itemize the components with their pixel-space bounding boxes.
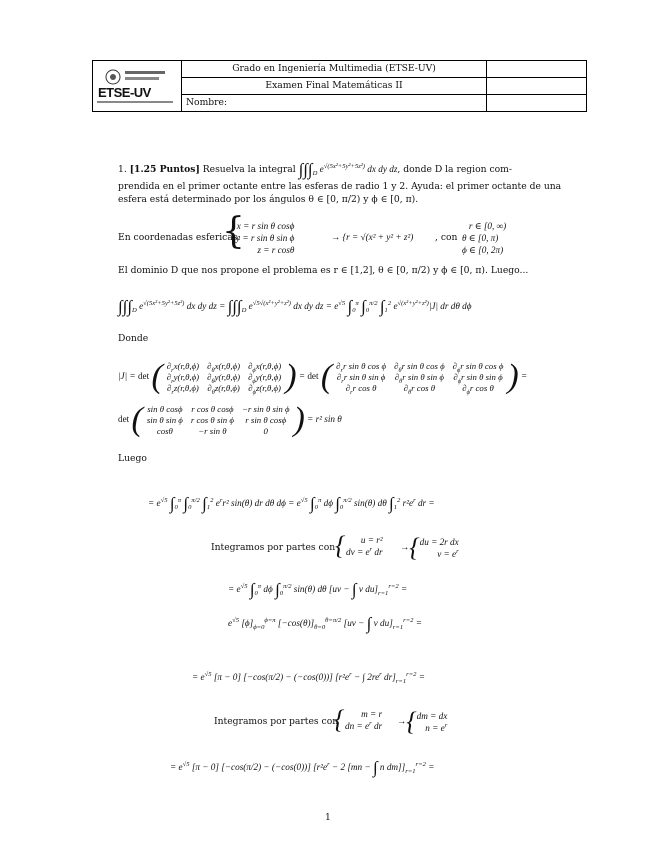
parts-sub-1: { bbox=[335, 531, 346, 560]
exam-title: Examen Final Matemáticas II bbox=[265, 80, 403, 91]
jacobian-line-2: det ( sin θ cosϕ r cos θ cosϕ −r sin θ sin ϕ sin θ sin ϕ r cos θ sin ϕ r sin θ cosϕ cosθ −r sin θ 0 ) = r² sin θ bbox=[118, 401, 342, 438]
degree-title: Grado en Ingeniería Multimedia (ETSE-UV) bbox=[232, 63, 436, 74]
problem-line-1 bbox=[118, 160, 512, 180]
domain-sentence: El dominio D que nos propone el problema es r ∈ [1,2], θ ∈ [0, π/2) y ϕ ∈ [0, π). Luego... bbox=[118, 265, 529, 276]
parts-uv-2: m = r dn = $e^r$ dr bbox=[345, 709, 383, 731]
statement-line-3: esfera está determinado por los ángulos θ ∈ [0, π/2) y ϕ ∈ [0, π). bbox=[118, 194, 419, 205]
coords-ranges: r ∈ [0, ∞) θ ∈ [0, π) ϕ ∈ [0, 2π) bbox=[462, 221, 507, 255]
step-2: = $e^{√5}$ $\int_0^\pi$ dϕ $\int_0^{\pi/2}$ sin(θ) dθ [uv − ∫ v $du]_{r=1}^{r=2}$ = bbox=[228, 580, 408, 599]
coords-label: En coordenadas esfericas: bbox=[118, 232, 241, 243]
luego-label: Luego bbox=[118, 453, 147, 464]
parts-result-1: →{du = 2r dx $v = e^r$ bbox=[400, 533, 459, 562]
page-number: 1 bbox=[325, 812, 331, 823]
problem-points: [1.25 Puntos] bbox=[129, 164, 200, 175]
coords-system: { bbox=[222, 211, 245, 252]
logo-text: ETSE-UV bbox=[98, 85, 151, 100]
coords-with: , con bbox=[435, 232, 458, 243]
parts-sub-2: { bbox=[334, 705, 345, 734]
step-3: $e^{√5}$ $[\phi]_{\phi=0}^{\phi=\pi}$ $[-\cos(\theta)]_{\theta=0}^{\theta=\pi/2}$ [uv − ∫ v $du]_{r=1}^{r=2}$ = bbox=[228, 614, 422, 633]
integral-transform: $\int\int\int_D$ $e^{√(5x^2+5y^2+5z^2)}$ dx dy dz = $\int\int\int_D$ $e^{√5√(x^2+y^2+z^2)}$ dx dy dz = $e^{√5}$ $\int_0^\pi$ $\int_0^{\pi/2}$ $\int_1^2$ $e^{√(x^2+y^2+z^2)}|J|$ dr dθ dϕ bbox=[118, 297, 472, 316]
name-box bbox=[485, 60, 587, 112]
parts-result-2: →{dm = dx $n = e^r$ bbox=[397, 707, 448, 736]
coords-radius: → {r = √(x² + y² + z²) bbox=[331, 232, 414, 242]
statement-b: , donde D la region com- bbox=[397, 164, 512, 175]
statement-integral: $\int\int\int_D$ $e^{√(5x^2+5y^2+5z^2)}$ dx dy dz bbox=[298, 160, 398, 179]
problem-number: 1. bbox=[118, 164, 127, 175]
name-label: Nombre: bbox=[186, 97, 228, 108]
logo-cell bbox=[93, 61, 182, 111]
parts-label-2: Integramos por partes con bbox=[214, 716, 339, 727]
statement-a: Resuelva la integral bbox=[202, 164, 296, 175]
exam-header bbox=[92, 60, 487, 112]
parts-label-1: Integramos por partes con bbox=[211, 542, 336, 553]
step-1: = $e^{√5}$ $\int_0^\pi$ $\int_0^{\pi/2}$ $\int_1^2$ $e^rr^2$ sin(θ) dr dθ $d\phi = e^{√5}$ $\int_0^\pi$ dϕ $\int_0^{\pi/2}$ sin(θ) dθ $\int_1^2$ $r^2e^r$ dr = bbox=[148, 494, 435, 513]
statement-line-2: prendida en el primer octante entre las esferas de radio 1 y 2. Ayuda: el primer octante de una bbox=[118, 181, 562, 192]
step-5: = $e^{√5}$ [π − 0] [−cos(π/2) − (−cos(0))] [$r^2e^r - 2$ [mn − ∫ n $dm]]_{r=1}^{r=2}$ = bbox=[170, 758, 435, 777]
donde-label: Donde bbox=[118, 333, 149, 344]
jacobian-line-1: |J| = det ( $\partial_rx(r,\theta,\phi)$ $\partial_\theta x(r,\theta,\phi)$ $\partial_\phi x(r,\theta,\phi)$ $\partial_ry(r,\theta,\phi)$ $\partial_\theta y(r,\theta,\phi)$ $\partial_\phi y(r,\theta,\phi)$ $\partial_rz(r,\theta,\phi)$ $\partial_\theta z(r,\theta,\phi)$ $\partial_\phi z(r,\theta,\phi)$ ) = det ( $\partial_rr$ sin θ cos ϕ $\partial_\theta r$ sin θ cos ϕ $\partial_\phi r$ sin θ cos ϕ $\partial_rr$ sin θ sin ϕ $\partial_\theta r$ sin θ sin ϕ $\partial_\phi r$ sin θ sin ϕ $\partial_rr$ cos θ $\partial_\theta r$ cos θ $\partial_\phi r$ cos θ ) = bbox=[118, 358, 528, 396]
step-4: = $e^{√5}$ [π − 0] [−cos(π/2) − (−cos(0))] [$r^2e^r$ − ∫ $2re^r$ $dr]_{r=1}^{r=2}$ = bbox=[192, 670, 425, 685]
coords-equations: x = r sin θ cosϕ y = r sin θ sin ϕ z = r cosθ bbox=[236, 221, 295, 255]
parts-uv-1: u = r² dv = $e^r$ dr bbox=[346, 535, 383, 557]
